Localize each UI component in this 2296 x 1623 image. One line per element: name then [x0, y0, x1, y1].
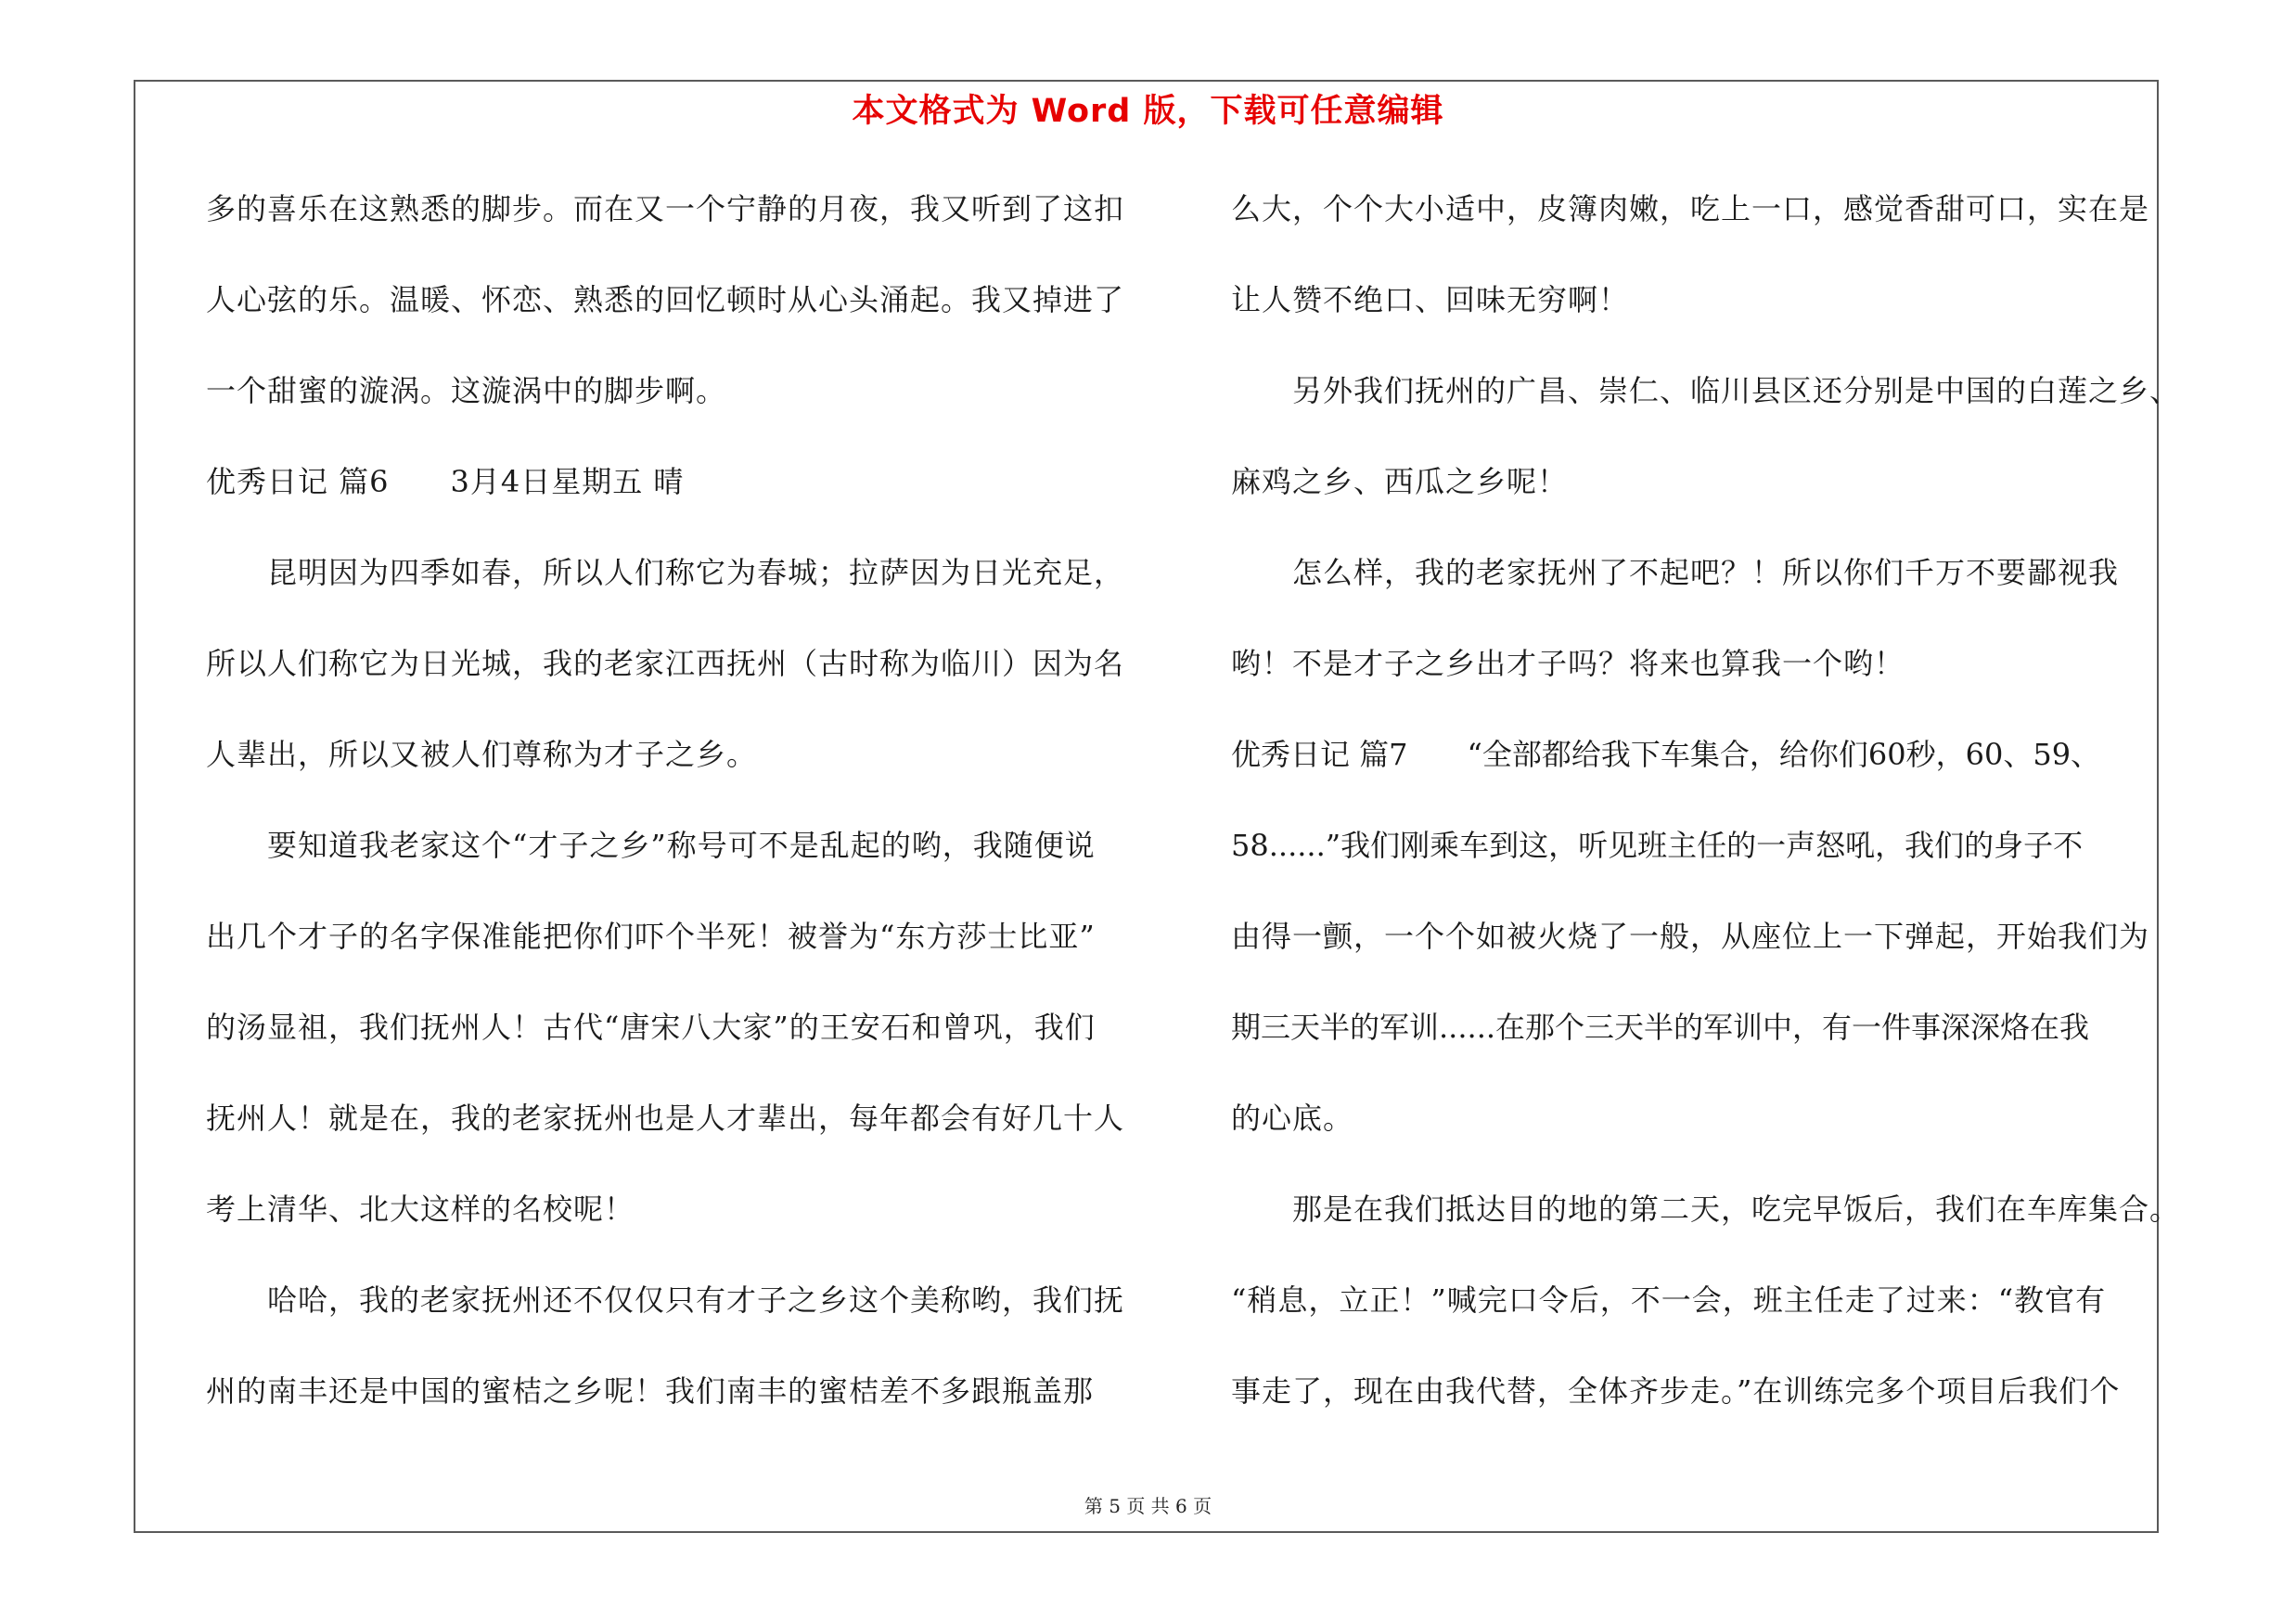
text-line: 哈哈，我的老家抚州还不仅仅只有才子之乡这个美称哟，我们抚: [267, 1282, 1125, 1318]
text-line: 多的喜乐在这熟悉的脚步。而在又一个宁静的月夜，我又听到了这扣: [206, 191, 1125, 226]
text-line: 州的南丰还是中国的蜜桔之乡呢！我们南丰的蜜桔差不多跟瓶盖那: [206, 1373, 1095, 1409]
text-line: 事走了，现在由我代替，全体齐步走。”在训练完多个项目后我们个: [1231, 1373, 2121, 1409]
page-banner: 本文格式为 Word 版，下载可任意编辑: [852, 93, 1444, 130]
text-line: 人辈出，所以又被人们尊称为才子之乡。: [206, 737, 758, 772]
text-line: 的汤显祖，我们抚州人！古代“唐宋八大家”的王安石和曾巩，我们: [206, 1010, 1096, 1045]
text-line: 哟！不是才子之乡出才子吗？将来也算我一个哟！: [1231, 646, 1905, 681]
section-heading: 优秀日记 篇6 3月4日星期五 晴: [206, 464, 685, 499]
text-line: 要知道我老家这个“才子之乡”称号可不是乱起的哟，我随便说: [267, 828, 1096, 863]
text-line: 麻鸡之乡、西瓜之乡呢！: [1231, 464, 1569, 499]
text-line: 怎么样，我的老家抚州了不起吧？！所以你们千万不要鄙视我: [1292, 555, 2120, 590]
text-line: 让人赞不绝口、回味无穷啊！: [1231, 282, 1630, 317]
text-line: 58......”我们刚乘车到这，听见班主任的一声怒吼，我们的身子不: [1231, 828, 2084, 863]
text-line: 的心底。: [1231, 1101, 1354, 1136]
right-text-column: [1231, 163, 2181, 1436]
text-line: “稍息，立正！”喊完口令后，不一会，班主任走了过来：“教官有: [1231, 1282, 2107, 1318]
text-line: 一个甜蜜的漩涡。这漩涡中的脚步啊。: [206, 373, 727, 408]
page-number: 第 5 页 共 6 页: [1084, 1495, 1212, 1517]
section-heading: 优秀日记 篇7 “全部都给我下车集合，给你们60秒，60、59、: [1231, 737, 2101, 772]
text-line: 抚州人！就是在，我的老家抚州也是人才辈出，每年都会有好几十人: [206, 1101, 1125, 1136]
text-line: 人心弦的乐。温暖、怀恋、熟悉的回忆顿时从心头涌起。我又掉进了: [206, 282, 1125, 317]
text-line: 所以人们称它为日光城，我的老家江西抚州（古时称为临川）因为名: [206, 646, 1125, 681]
text-line: 么大，个个大小适中，皮簿肉嫩，吃上一口，感觉香甜可口，实在是: [1231, 191, 2150, 226]
text-line: 另外我们抚州的广昌、崇仁、临川县区还分别是中国的白莲之乡、: [1292, 373, 2181, 408]
text-line: 期三天半的军训......在那个三天半的军训中，有一件事深深烙在我: [1231, 1010, 2090, 1045]
text-line: 那是在我们抵达目的地的第二天，吃完早饭后，我们在车库集合。: [1292, 1191, 2181, 1227]
text-line: 考上清华、北大这样的名校呢！: [206, 1191, 635, 1227]
text-line: 由得一颤，一个个如被火烧了一般，从座位上一下弹起，开始我们为: [1231, 919, 2150, 954]
text-line: 昆明因为四季如春，所以人们称它为春城；拉萨因为日光充足，: [267, 555, 1125, 590]
left-text-column: [206, 163, 1134, 1436]
text-line: 出几个才子的名字保准能把你们吓个半死！被誉为“东方莎士比亚”: [206, 919, 1096, 954]
